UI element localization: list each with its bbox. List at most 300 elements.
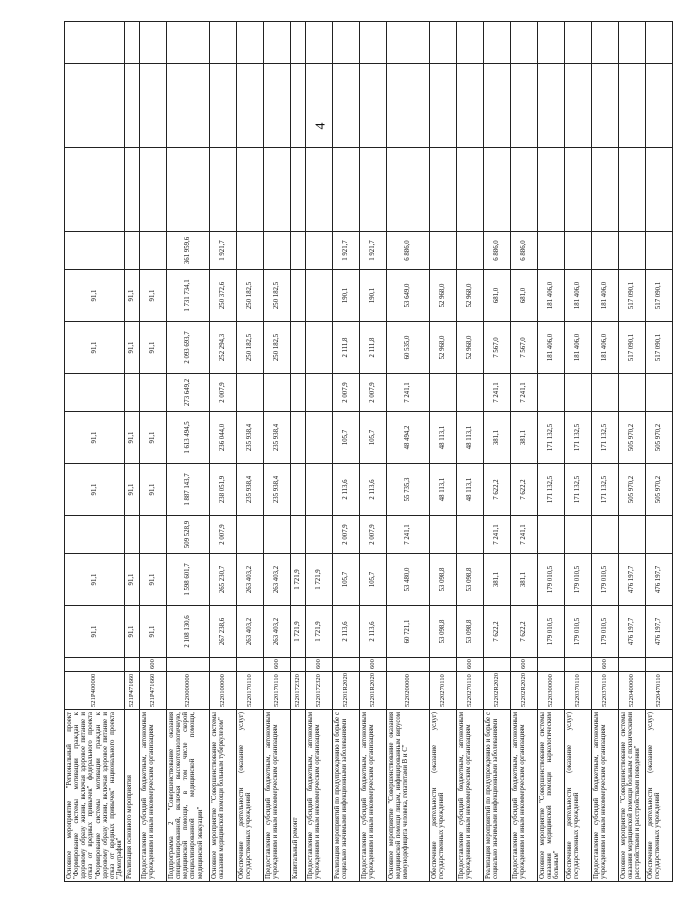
cell-c9 xyxy=(538,232,565,270)
cell-c5 xyxy=(291,412,306,464)
cell-c4: 2 113,6 xyxy=(333,464,360,516)
cell-c6: 7 241,1 xyxy=(387,374,430,412)
cell-c4: 171 132,5 xyxy=(538,464,565,516)
table-row xyxy=(565,22,592,882)
cell-code: 5220300000 xyxy=(538,672,565,710)
cell-code: 5220470110 xyxy=(646,672,673,710)
cell-c8: 52 968,0 xyxy=(430,270,457,322)
cell-c7: 2 111,8 xyxy=(333,322,360,374)
cell-c2: 53 098,8 xyxy=(457,554,484,606)
cell-c12 xyxy=(387,22,430,64)
table-row xyxy=(333,22,360,882)
cell-c9 xyxy=(237,232,264,270)
cell-name: Предоставление субсидий бюджетным, автономным учреждениям и иным некоммерческим организациям xyxy=(306,710,333,882)
cell-c6 xyxy=(306,374,333,412)
cell-name: Основное мероприятие "Совершенствование системы оказания медицинской помощи больным с психическими расстройствами и расстройствами поведения" xyxy=(619,710,646,882)
cell-name: Подпрограмма 2 "Совершенствование оказания специализированной, включая высокотехнологичную, медицинской помощи, в том числе скорой специализированной медицинской помощи, медицинской эвакуации" xyxy=(167,710,210,882)
cell-name: Предоставление субсидий бюджетным, автономным учреждениям и иным некоммерческим организациям xyxy=(360,710,387,882)
cell-c2: 91,1 xyxy=(65,554,125,606)
table-row xyxy=(167,22,210,882)
cell-c10 xyxy=(592,148,619,232)
cell-c11 xyxy=(291,64,306,148)
cell-code: 52201R2020 xyxy=(360,672,387,710)
cell-vr xyxy=(65,658,125,672)
cell-c2: 1 721,9 xyxy=(291,554,306,606)
cell-code: 5220100000 xyxy=(210,672,237,710)
cell-c9: 1 921,7 xyxy=(333,232,360,270)
budget-table xyxy=(64,21,673,882)
cell-c4: 238 051,9 xyxy=(210,464,237,516)
cell-c7: 250 182,5 xyxy=(237,322,264,374)
cell-c2: 381,1 xyxy=(511,554,538,606)
cell-c1: 179 010,5 xyxy=(565,606,592,658)
cell-c4: 91,1 xyxy=(125,464,140,516)
cell-c3 xyxy=(619,516,646,554)
cell-c11 xyxy=(306,64,333,148)
cell-c9: 361 959,6 xyxy=(167,232,210,270)
cell-c3 xyxy=(291,516,306,554)
cell-c5: 505 970,2 xyxy=(646,412,673,464)
cell-c9 xyxy=(457,232,484,270)
rotated-table-wrapper xyxy=(64,22,663,882)
cell-c4: 1 887 143,7 xyxy=(167,464,210,516)
cell-c8: 91,1 xyxy=(140,270,167,322)
cell-name: Предоставление субсидий бюджетным, автономным учреждениям и иным некоммерческим организациям xyxy=(264,710,291,882)
cell-c9 xyxy=(65,232,125,270)
cell-vr xyxy=(646,658,673,672)
cell-c10 xyxy=(306,148,333,232)
cell-vr: 600 xyxy=(140,658,167,672)
cell-c6 xyxy=(592,374,619,412)
cell-c6: 2 007,9 xyxy=(333,374,360,412)
cell-code: 5220270110 xyxy=(457,672,484,710)
cell-c10 xyxy=(140,148,167,232)
cell-c11 xyxy=(65,64,125,148)
cell-name: Обеспечение деятельности (оказание услуг) государственных учреждений xyxy=(237,710,264,882)
cell-c11 xyxy=(646,64,673,148)
cell-c7: 181 406,0 xyxy=(592,322,619,374)
cell-c7: 91,1 xyxy=(140,322,167,374)
table-row xyxy=(619,22,646,882)
cell-c2: 179 010,5 xyxy=(592,554,619,606)
cell-c10 xyxy=(167,148,210,232)
cell-c1: 476 197,7 xyxy=(646,606,673,658)
cell-c11 xyxy=(333,64,360,148)
cell-c2: 263 403,2 xyxy=(237,554,264,606)
cell-c2: 179 010,5 xyxy=(538,554,565,606)
cell-c10 xyxy=(430,148,457,232)
cell-c12 xyxy=(619,22,646,64)
cell-name: Обеспечение деятельности (оказание услуг) государственных учреждений xyxy=(565,710,592,882)
cell-c7: 252 294,3 xyxy=(210,322,237,374)
cell-vr xyxy=(210,658,237,672)
cell-code: 5220400000 xyxy=(619,672,646,710)
table-row xyxy=(291,22,306,882)
table-row xyxy=(484,22,511,882)
cell-c12 xyxy=(167,22,210,64)
cell-c10 xyxy=(65,148,125,232)
cell-c3: 2 007,9 xyxy=(333,516,360,554)
cell-c7: 517 090,1 xyxy=(646,322,673,374)
cell-c2: 105,7 xyxy=(360,554,387,606)
cell-c1: 476 197,7 xyxy=(619,606,646,658)
cell-c4: 505 970,2 xyxy=(619,464,646,516)
cell-c11 xyxy=(167,64,210,148)
cell-c11 xyxy=(237,64,264,148)
cell-vr: 600 xyxy=(511,658,538,672)
cell-name: Капитальный ремонт xyxy=(291,710,306,882)
cell-c10 xyxy=(457,148,484,232)
cell-c2: 265 230,7 xyxy=(210,554,237,606)
cell-name: Основное мероприятие "Совершенствование оказания медицинской помощи лицам, инфицированным вирусом иммунодефицита человека, гепатитами B и C" xyxy=(387,710,430,882)
table-row xyxy=(360,22,387,882)
cell-c11 xyxy=(125,64,140,148)
cell-c6 xyxy=(291,374,306,412)
cell-c9 xyxy=(646,232,673,270)
cell-c7: 91,1 xyxy=(65,322,125,374)
cell-c8: 181 406,0 xyxy=(565,270,592,322)
cell-c5: 105,7 xyxy=(333,412,360,464)
cell-code: 52201R2020 xyxy=(333,672,360,710)
cell-c6: 2 007,9 xyxy=(360,374,387,412)
cell-c1: 7 622,2 xyxy=(511,606,538,658)
cell-c2: 53 098,8 xyxy=(430,554,457,606)
table-row xyxy=(592,22,619,882)
cell-c10 xyxy=(264,148,291,232)
cell-code: 521P400000 xyxy=(65,672,125,710)
cell-c7: 60 535,0 xyxy=(387,322,430,374)
cell-c7: 250 182,5 xyxy=(264,322,291,374)
cell-c9 xyxy=(430,232,457,270)
cell-c10 xyxy=(125,148,140,232)
cell-c8: 517 090,1 xyxy=(646,270,673,322)
cell-c6 xyxy=(619,374,646,412)
cell-c5: 236 044,0 xyxy=(210,412,237,464)
cell-c8 xyxy=(306,270,333,322)
cell-c12 xyxy=(140,22,167,64)
cell-c3 xyxy=(237,516,264,554)
cell-c5: 1 613 494,5 xyxy=(167,412,210,464)
cell-c7: 181 406,0 xyxy=(565,322,592,374)
cell-c1: 60 721,1 xyxy=(387,606,430,658)
cell-c5: 105,7 xyxy=(360,412,387,464)
table-row xyxy=(511,22,538,882)
cell-name: Реализация основного мероприятия xyxy=(125,710,140,882)
cell-c7: 2 111,8 xyxy=(360,322,387,374)
cell-c7: 52 968,0 xyxy=(457,322,484,374)
cell-c11 xyxy=(140,64,167,148)
cell-vr: 600 xyxy=(264,658,291,672)
cell-c9 xyxy=(592,232,619,270)
table-row xyxy=(387,22,430,882)
table-row xyxy=(646,22,673,882)
cell-c6: 7 241,1 xyxy=(484,374,511,412)
cell-c1: 91,1 xyxy=(65,606,125,658)
cell-c9 xyxy=(619,232,646,270)
cell-code: 521P471660 xyxy=(140,672,167,710)
cell-c1: 53 098,8 xyxy=(430,606,457,658)
cell-c2: 91,1 xyxy=(125,554,140,606)
cell-vr xyxy=(291,658,306,672)
cell-c8: 681,0 xyxy=(511,270,538,322)
cell-c1: 179 010,5 xyxy=(538,606,565,658)
cell-vr xyxy=(484,658,511,672)
cell-c4: 7 622,2 xyxy=(511,464,538,516)
cell-c4: 505 970,2 xyxy=(646,464,673,516)
cell-c7 xyxy=(306,322,333,374)
cell-name: Предоставление субсидий бюджетным, автономным учреждениям и иным некоммерческим организациям xyxy=(140,710,167,882)
cell-c5: 91,1 xyxy=(65,412,125,464)
cell-c8: 1 731 734,1 xyxy=(167,270,210,322)
cell-c2: 1 598 601,7 xyxy=(167,554,210,606)
cell-c9: 6 886,0 xyxy=(511,232,538,270)
cell-c6 xyxy=(457,374,484,412)
cell-c4 xyxy=(291,464,306,516)
cell-c5: 381,1 xyxy=(484,412,511,464)
cell-c11 xyxy=(538,64,565,148)
cell-c5: 48 113,1 xyxy=(430,412,457,464)
cell-c8: 190,1 xyxy=(333,270,360,322)
cell-c8: 681,0 xyxy=(484,270,511,322)
cell-vr: 600 xyxy=(306,658,333,672)
cell-code: 52202R2020 xyxy=(484,672,511,710)
cell-vr xyxy=(565,658,592,672)
cell-c2: 381,1 xyxy=(484,554,511,606)
cell-c2: 53 480,0 xyxy=(387,554,430,606)
cell-c1: 267 238,6 xyxy=(210,606,237,658)
cell-c8: 250 372,6 xyxy=(210,270,237,322)
cell-c5: 171 132,5 xyxy=(592,412,619,464)
cell-c1: 2 113,6 xyxy=(333,606,360,658)
cell-c8: 250 182,5 xyxy=(237,270,264,322)
cell-c7: 7 567,0 xyxy=(511,322,538,374)
cell-c5: 91,1 xyxy=(140,412,167,464)
cell-c12 xyxy=(360,22,387,64)
cell-c3: 2 007,9 xyxy=(360,516,387,554)
cell-c2: 476 197,7 xyxy=(646,554,673,606)
cell-c8: 91,1 xyxy=(125,270,140,322)
cell-vr xyxy=(167,658,210,672)
table-row xyxy=(264,22,291,882)
cell-c7: 52 968,0 xyxy=(430,322,457,374)
cell-c3 xyxy=(646,516,673,554)
cell-c8: 52 968,0 xyxy=(457,270,484,322)
cell-c9 xyxy=(264,232,291,270)
cell-c8: 181 406,0 xyxy=(592,270,619,322)
cell-c3: 2 007,9 xyxy=(210,516,237,554)
cell-c3 xyxy=(430,516,457,554)
cell-c12 xyxy=(333,22,360,64)
table-row xyxy=(65,22,125,882)
cell-c2: 91,1 xyxy=(140,554,167,606)
cell-c4: 55 735,3 xyxy=(387,464,430,516)
cell-c4: 48 113,1 xyxy=(457,464,484,516)
cell-c12 xyxy=(484,22,511,64)
cell-c1: 91,1 xyxy=(140,606,167,658)
cell-c6 xyxy=(125,374,140,412)
cell-c11 xyxy=(360,64,387,148)
cell-c3 xyxy=(592,516,619,554)
cell-c10 xyxy=(333,148,360,232)
cell-vr xyxy=(125,658,140,672)
cell-name: Реализация мероприятий по предупреждению и борьбе с социально значимыми инфекционными заболеваниями xyxy=(333,710,360,882)
cell-c3 xyxy=(565,516,592,554)
cell-c6 xyxy=(237,374,264,412)
cell-c11 xyxy=(484,64,511,148)
cell-c2: 1 721,9 xyxy=(306,554,333,606)
table-row xyxy=(125,22,140,882)
cell-name: Основное мероприятие "Совершенствование системы оказания медицинской помощи наркологическим больным" xyxy=(538,710,565,882)
cell-c2: 476 197,7 xyxy=(619,554,646,606)
cell-c12 xyxy=(306,22,333,64)
cell-c3 xyxy=(125,516,140,554)
cell-vr xyxy=(387,658,430,672)
cell-c6: 273 649,2 xyxy=(167,374,210,412)
cell-code: 5220172320 xyxy=(306,672,333,710)
cell-c1: 2 113,6 xyxy=(360,606,387,658)
cell-c5: 48 113,1 xyxy=(457,412,484,464)
cell-c5 xyxy=(306,412,333,464)
cell-c5: 48 494,2 xyxy=(387,412,430,464)
cell-c12 xyxy=(592,22,619,64)
cell-code: 5220170110 xyxy=(264,672,291,710)
cell-code: 5220270110 xyxy=(430,672,457,710)
cell-c8 xyxy=(291,270,306,322)
cell-c11 xyxy=(511,64,538,148)
table-row xyxy=(430,22,457,882)
cell-c1: 263 403,2 xyxy=(237,606,264,658)
cell-c10 xyxy=(210,148,237,232)
cell-name: Основное мероприятие "Совершенствование системы оказания медицинской помощи больным туберкулезом" xyxy=(210,710,237,882)
cell-name: Обеспечение деятельности (оказание услуг) государственных учреждений xyxy=(646,710,673,882)
cell-c5: 91,1 xyxy=(125,412,140,464)
cell-c1: 263 403,2 xyxy=(264,606,291,658)
cell-c3: 7 241,1 xyxy=(387,516,430,554)
cell-c1: 1 721,9 xyxy=(306,606,333,658)
cell-c10 xyxy=(511,148,538,232)
cell-c9 xyxy=(565,232,592,270)
cell-c3 xyxy=(457,516,484,554)
cell-c4: 235 938,4 xyxy=(264,464,291,516)
cell-c5: 171 132,5 xyxy=(538,412,565,464)
table-row xyxy=(306,22,333,882)
cell-c9 xyxy=(125,232,140,270)
cell-code: 5220370110 xyxy=(592,672,619,710)
cell-c9 xyxy=(291,232,306,270)
cell-c8: 517 090,1 xyxy=(619,270,646,322)
cell-c11 xyxy=(592,64,619,148)
cell-c3 xyxy=(140,516,167,554)
cell-c12 xyxy=(430,22,457,64)
cell-name: Основное мероприятие "Региональный проект "Формирование системы мотивации граждан к здоровому образу жизни, включая здоровое питание и отказ от вредных привычек" федерального проекта "Формирование системы мотивации граждан к здоровому образу жизни, включая здоровое питание и отказ от вредных привычек" национального проекта "Демография" xyxy=(65,710,125,882)
cell-c6 xyxy=(140,374,167,412)
cell-c12 xyxy=(237,22,264,64)
cell-vr xyxy=(619,658,646,672)
cell-c11 xyxy=(457,64,484,148)
cell-c11 xyxy=(210,64,237,148)
cell-c7: 2 093 693,7 xyxy=(167,322,210,374)
cell-c10 xyxy=(619,148,646,232)
cell-c2: 179 010,5 xyxy=(565,554,592,606)
cell-c12 xyxy=(65,22,125,64)
table-row xyxy=(538,22,565,882)
cell-c10 xyxy=(237,148,264,232)
cell-c3: 7 241,1 xyxy=(484,516,511,554)
cell-c8: 53 649,0 xyxy=(387,270,430,322)
cell-c5: 235 938,4 xyxy=(264,412,291,464)
table-row xyxy=(237,22,264,882)
cell-c9: 6 886,0 xyxy=(484,232,511,270)
cell-name: Предоставление субсидий бюджетным, автономным учреждениям и иным некоммерческим организациям xyxy=(592,710,619,882)
cell-c6 xyxy=(538,374,565,412)
cell-c9 xyxy=(140,232,167,270)
cell-c2: 105,7 xyxy=(333,554,360,606)
cell-c10 xyxy=(484,148,511,232)
cell-code: 5220200000 xyxy=(387,672,430,710)
cell-vr: 600 xyxy=(592,658,619,672)
cell-c4: 48 113,1 xyxy=(430,464,457,516)
cell-c11 xyxy=(387,64,430,148)
cell-c7: 517 090,1 xyxy=(619,322,646,374)
table-row xyxy=(140,22,167,882)
cell-c10 xyxy=(646,148,673,232)
cell-c3 xyxy=(306,516,333,554)
cell-c4: 171 132,5 xyxy=(592,464,619,516)
cell-c9: 1 921,7 xyxy=(360,232,387,270)
cell-code: 5220000000 xyxy=(167,672,210,710)
cell-c1: 7 622,2 xyxy=(484,606,511,658)
cell-c1: 1 721,9 xyxy=(291,606,306,658)
cell-name: Реализация мероприятий по предупреждению и борьбе с социально значимыми инфекционными заболеваниями xyxy=(484,710,511,882)
cell-code: 5220370110 xyxy=(565,672,592,710)
cell-c4: 91,1 xyxy=(65,464,125,516)
cell-c9 xyxy=(306,232,333,270)
cell-c3: 509 528,9 xyxy=(167,516,210,554)
cell-c3 xyxy=(65,516,125,554)
cell-c1: 91,1 xyxy=(125,606,140,658)
table-row xyxy=(210,22,237,882)
cell-c6 xyxy=(430,374,457,412)
cell-c5: 505 970,2 xyxy=(619,412,646,464)
cell-c12 xyxy=(565,22,592,64)
cell-vr: 600 xyxy=(457,658,484,672)
cell-c3 xyxy=(538,516,565,554)
cell-c8: 181 406,0 xyxy=(538,270,565,322)
cell-vr xyxy=(538,658,565,672)
cell-c12 xyxy=(457,22,484,64)
cell-c6 xyxy=(264,374,291,412)
cell-c11 xyxy=(619,64,646,148)
cell-c7: 181 406,0 xyxy=(538,322,565,374)
cell-name: Предоставление субсидий бюджетным, автономным учреждениям и иным некоммерческим организациям xyxy=(457,710,484,882)
cell-c4: 2 113,6 xyxy=(360,464,387,516)
cell-vr: 600 xyxy=(360,658,387,672)
cell-name: Предоставление субсидий бюджетным, автономным учреждениям и иным некоммерческим организациям xyxy=(511,710,538,882)
cell-c5: 381,1 xyxy=(511,412,538,464)
cell-c4 xyxy=(306,464,333,516)
cell-c2: 263 403,2 xyxy=(264,554,291,606)
cell-c6: 7 241,1 xyxy=(511,374,538,412)
cell-c12 xyxy=(538,22,565,64)
cell-code: 5220172320 xyxy=(291,672,306,710)
table-row xyxy=(457,22,484,882)
cell-c11 xyxy=(264,64,291,148)
cell-vr xyxy=(333,658,360,672)
cell-c5: 235 938,4 xyxy=(237,412,264,464)
cell-c10 xyxy=(291,148,306,232)
cell-code: 5220170110 xyxy=(237,672,264,710)
cell-c12 xyxy=(291,22,306,64)
